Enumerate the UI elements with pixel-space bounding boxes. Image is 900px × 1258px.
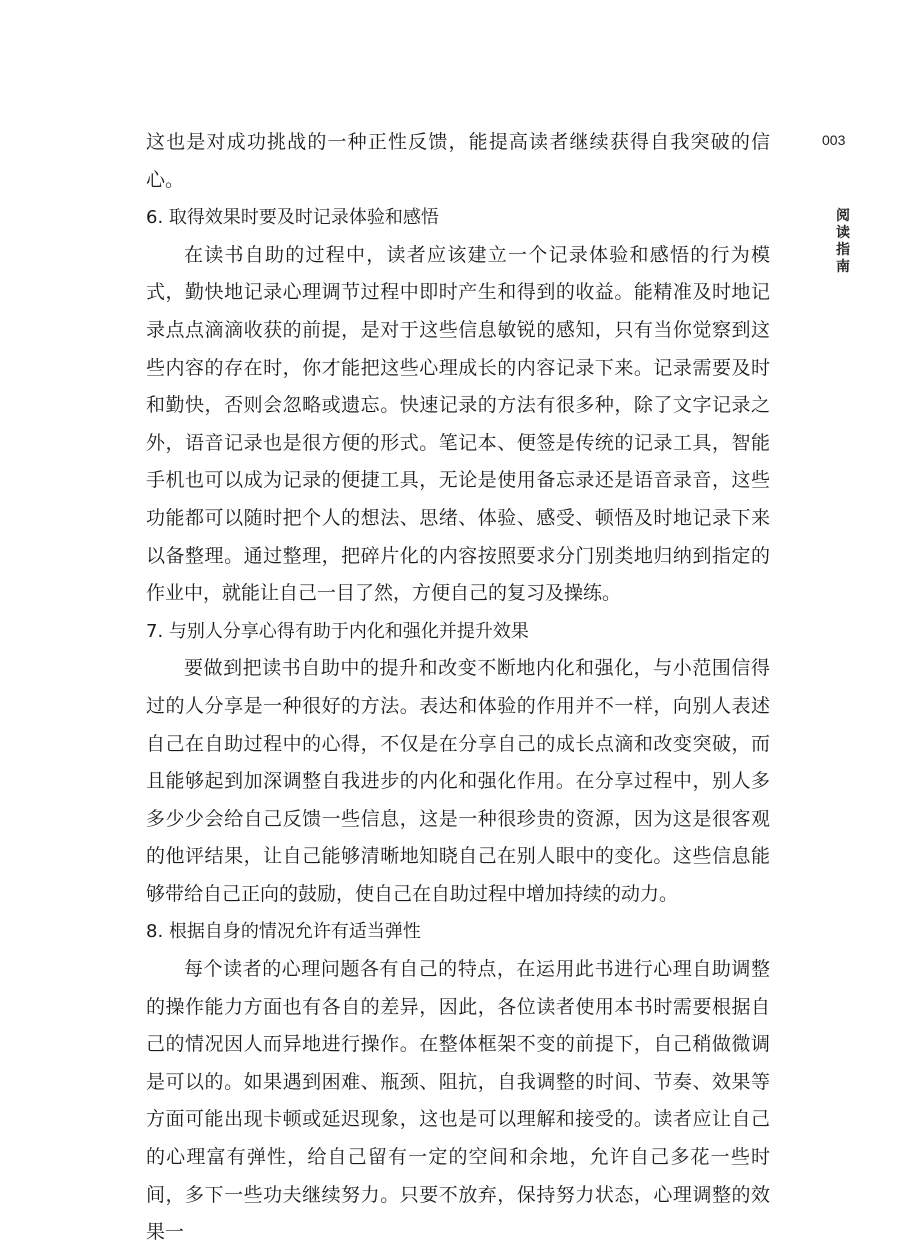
page-body bbox=[146, 124, 770, 1252]
page-number: 003 bbox=[822, 132, 846, 148]
section-heading-7: 7. 与别人分享心得有助于内化和强化并提升效果 bbox=[146, 620, 529, 642]
section-heading-6: 6. 取得效果时要及时记录体验和感悟 bbox=[146, 207, 439, 229]
paragraph-section-7: 要做到把读书自助中的提升和改变不断地内化和强化，与小范围信得过的人分享是一种很好的方法。表达和体验的作用并不一样，向别人表述自己在自助过程中的心得，不仅是在分享自己的成长点滴和改变突破，而且能够起到加深调整自我进步的内化和强化作用。在分享过程中，别人多多少少会给自己反馈一些信息，这是一种很珍贵的资源，因为这是很客观的他评结果，让自己能够清晰地知晓自己在别人眼中的变化。这些信息能够带给自己正向的鼓励，使自己在自助过程中增加持续的动力。 bbox=[146, 657, 770, 905]
paragraph-section-8: 每个读者的心理问题各有自己的特点，在运用此书进行心理自助调整的操作能力方面也有各自的差异，因此，各位读者使用本书时需要根据自己的情况因人而异地进行操作。在整体框架不变的前提下，自己稍做微调是可以的。如果遇到困难、瓶颈、阻抗，自我调整的时间、节奏、效果等方面可能出现卡顿或延迟现象，这也是可以理解和接受的。读者应让自己的心理富有弹性，给自己留有一定的空间和余地，允许自己多花一些时间，多下一些功夫继续努力。只要不放弃，保持努力状态，心理调整的效果一 bbox=[146, 958, 770, 1244]
paragraph-continued: 这也是对成功挑战的一种正性反馈，能提高读者继续获得自我突破的信心。 bbox=[146, 131, 770, 191]
running-head: 阅读指南 bbox=[836, 208, 850, 275]
section-heading-8: 8. 根据自身的情况允许有适当弹性 bbox=[146, 921, 421, 943]
paragraph-section-6: 在读书自助的过程中，读者应该建立一个记录体验和感悟的行为模式，勤快地记录心理调节过程中即时产生和得到的收益。能精准及时地记录点点滴滴收获的前提，是对于这些信息敏锐的感知，只有当你觉察到这些内容的存在时，你才能把这些心理成长的内容记录下来。记录需要及时和勤快，否则会忽略或遗忘。快速记录的方法有很多种，除了文字记录之外，语音记录也是很方便的形式。笔记本、便签是传统的记录工具，智能手机也可以成为记录的便捷工具，无论是使用备忘录还是语音录音，这些功能都可以随时把个人的想法、思绪、体验、感受、顿悟及时地记录下来以备整理。通过整理，把碎片化的内容按照要求分门别类地归纳到指定的作业中，就能让自己一目了然，方便自己的复习及操练。 bbox=[146, 243, 770, 605]
